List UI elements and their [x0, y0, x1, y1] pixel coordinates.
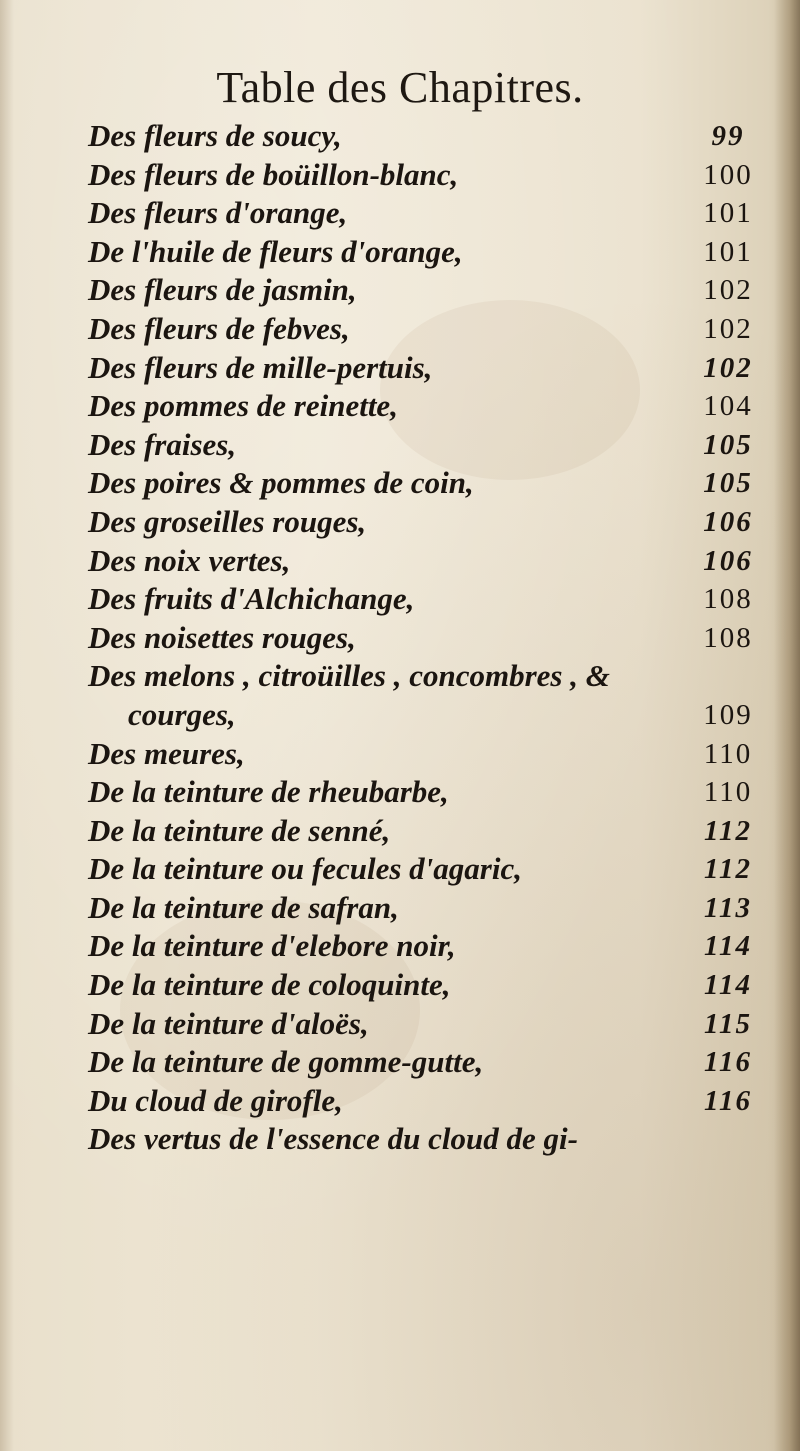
- toc-entry-title: Des poires & pommes de coin,: [88, 465, 474, 501]
- toc-entry: [88, 271, 768, 310]
- toc-entry: [88, 464, 768, 503]
- toc-entry-page-number: 113: [704, 891, 752, 924]
- toc-entry: [88, 580, 768, 619]
- toc-entry: [88, 657, 768, 696]
- toc-entry-title: Des meures,: [88, 735, 245, 771]
- toc-entry-title: courges,: [128, 696, 236, 732]
- toc-entry: [88, 735, 768, 774]
- toc-entry-title: De la teinture de gomme-gutte,: [88, 1044, 484, 1080]
- page-left-edge-shadow: [0, 0, 14, 1451]
- toc-entry-page-number: 110: [703, 776, 753, 809]
- toc-entry-title: Des fleurs d'orange,: [88, 195, 348, 231]
- toc-entry: [88, 889, 768, 928]
- toc-entry: [88, 156, 768, 195]
- toc-entry: [88, 426, 768, 465]
- toc-entry-title: Des noix vertes,: [88, 542, 291, 578]
- toc-entry: [88, 966, 768, 1005]
- toc-entry-title: De la teinture d'aloës,: [88, 1005, 369, 1041]
- toc-entry: [88, 387, 768, 426]
- toc-entry-title: Des pommes de reinette,: [88, 388, 398, 424]
- toc-entry-title: De l'huile de fleurs d'orange,: [88, 233, 463, 269]
- toc-entry-title: De la teinture de coloquinte,: [88, 967, 451, 1003]
- toc-entry-title: Des fleurs de soucy,: [88, 118, 342, 153]
- toc-entry-page-number: 100: [703, 158, 753, 191]
- toc-entry: [88, 1120, 768, 1159]
- page-title: Table des Chapitres.: [216, 63, 584, 112]
- toc-entry: [88, 927, 768, 966]
- toc-entry-title: De la teinture de rheubarbe,: [88, 774, 449, 810]
- toc-entry-page-number: 102: [703, 274, 753, 307]
- toc-entry-title: Des fleurs de febves,: [88, 310, 350, 346]
- toc-entry-title: De la teinture ou fecules d'agaric,: [88, 851, 522, 887]
- toc-entry-title: De la teinture de senné,: [88, 812, 391, 848]
- toc-entry: [88, 773, 768, 812]
- toc-entry: [88, 850, 768, 889]
- toc-entry: [88, 619, 768, 658]
- toc-entry-page-number: 106: [703, 544, 753, 577]
- toc-entry: [88, 194, 768, 233]
- toc-entry-page-number: 112: [704, 814, 752, 847]
- toc-entry-page-number: 105: [703, 428, 753, 461]
- toc-entry-page-number: 110: [703, 737, 753, 770]
- toc-entry-page-number: 101: [703, 197, 753, 230]
- toc-entry: [88, 233, 768, 272]
- toc-entry: [88, 1082, 768, 1121]
- toc-entry-title: Des fraises,: [88, 426, 237, 462]
- toc-entry: [88, 503, 768, 542]
- toc-entry: [88, 310, 768, 349]
- toc-entry-title: Des melons , citroüilles , concombres , &: [88, 658, 610, 694]
- toc-entry: [88, 117, 768, 156]
- toc-entry-page-number: 104: [703, 390, 753, 423]
- toc-entry-page-number: 105: [703, 467, 753, 500]
- toc-entry: [88, 812, 768, 851]
- toc-entry: [88, 1005, 768, 1044]
- toc-entry: [88, 696, 768, 735]
- page-right-edge-shadow: [774, 0, 800, 1451]
- toc-entry-page-number: 99: [711, 120, 745, 152]
- toc-entry-title: De la teinture d'elebore noir,: [88, 928, 456, 964]
- toc-entry-title: De la teinture de safran,: [88, 889, 399, 925]
- toc-entry: [88, 542, 768, 581]
- toc-entry-title: Du cloud de girofle,: [88, 1082, 343, 1118]
- toc-entry-page-number: 102: [703, 312, 753, 345]
- toc-entry-page-number: 109: [703, 698, 753, 731]
- toc-entry-page-number: 114: [704, 930, 752, 963]
- toc-entry-page-number: 112: [704, 853, 752, 886]
- toc-entry: [88, 1043, 768, 1082]
- toc-entry-title: Des fleurs de jasmin,: [88, 272, 357, 308]
- toc-entry-page-number: 102: [703, 351, 753, 384]
- toc-entry-page-number: 106: [703, 505, 753, 538]
- toc-entry-title: Des groseilles rouges,: [88, 503, 367, 539]
- toc-entry-page-number: 114: [704, 969, 752, 1002]
- toc-entry-title: Des vertus de l'essence du cloud de gi-: [88, 1121, 578, 1157]
- toc-entry-page-number: 108: [703, 583, 753, 616]
- toc-entry-page-number: 116: [704, 1046, 752, 1079]
- toc-entry: [88, 349, 768, 388]
- table-of-contents: [88, 117, 768, 1159]
- toc-entry-title: Des fleurs de boüillon-blanc,: [88, 156, 459, 192]
- toc-entry-page-number: 108: [703, 621, 753, 654]
- toc-entry-title: Des fruits d'Alchichange,: [88, 581, 415, 617]
- toc-entry-page-number: 115: [704, 1007, 752, 1040]
- toc-entry-title: Des fleurs de mille-pertuis,: [88, 349, 433, 385]
- toc-entry-title: Des noisettes rouges,: [88, 619, 356, 655]
- toc-entry-page-number: 116: [704, 1084, 752, 1117]
- toc-entry-page-number: 101: [703, 235, 753, 268]
